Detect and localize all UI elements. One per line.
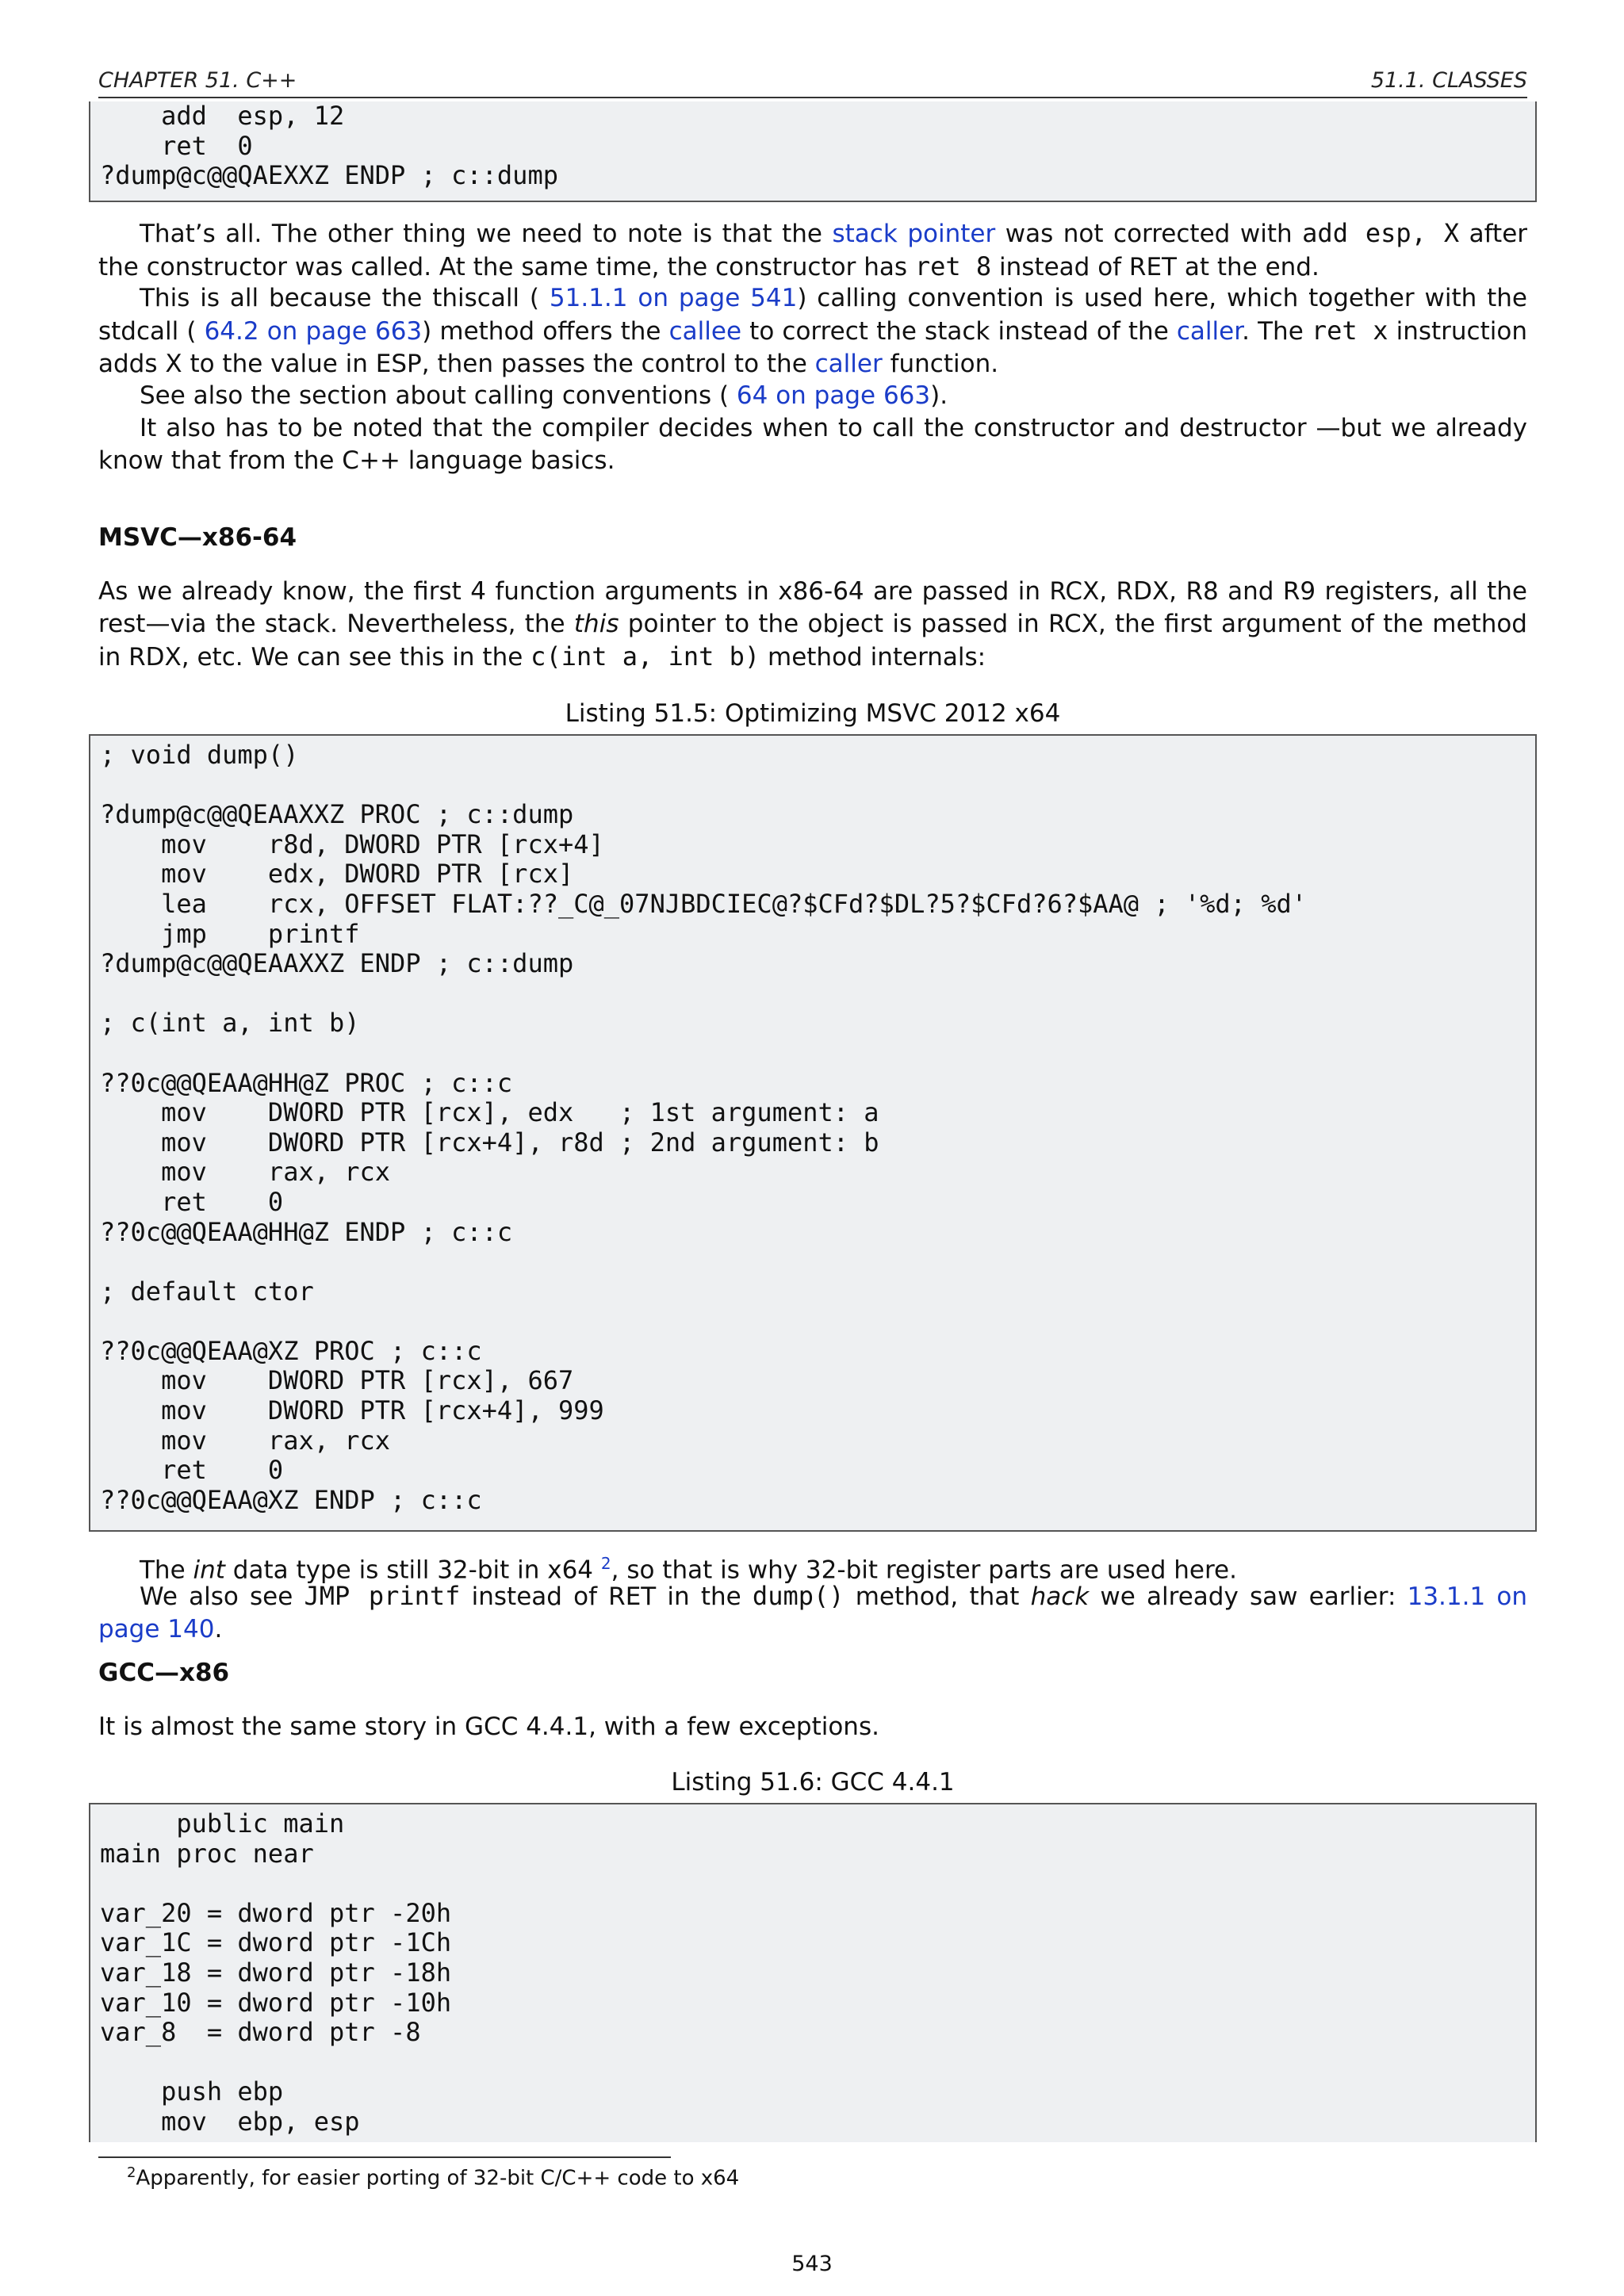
paragraph-int-32bit: The int data type is still 32-bit in x64 $^2$, so that is why 32-bit register parts are used here.: [140, 1554, 1237, 1585]
link-callee[interactable]: callee: [668, 317, 742, 346]
section-heading-gcc-x86: GCC—x86: [98, 1659, 230, 1687]
footnote-rule: [98, 2156, 671, 2158]
code-listing-top: add esp, 12 ret 0 ?dump@c@@QAEXXZ ENDP ; c::dump: [89, 101, 1537, 202]
header-section: 51.1. CLASSES: [1370, 68, 1527, 93]
code-listing-51-6: public main main proc near var_20 = dword ptr -20h var_1C = dword ptr -1Ch var_18 = dword ptr -18h var_10 = dword ptr -10h var_8 = dword ptr -8 push ebp mov ebp, esp: [89, 1803, 1537, 2142]
listing-caption-51-5: Listing 51.5: Optimizing MSVC 2012 x64: [565, 699, 1061, 728]
header-chapter: CHAPTER 51. C++: [98, 68, 297, 93]
link-stack-pointer[interactable]: stack pointer: [832, 220, 996, 248]
paragraph-stack-pointer: That’s all. The other thing we need to note is that the stack pointer was not corrected with add esp, X after the constructor was called. At the same time, the constructor has ret 8 instead of RET at the end.: [98, 218, 1528, 281]
link-64-2[interactable]: 64.2 on page 663: [204, 317, 423, 346]
listing-caption-51-6: Listing 51.6: GCC 4.4.1: [671, 1768, 955, 1797]
paragraph-gcc-story: It is almost the same story in GCC 4.4.1, with a few exceptions.: [98, 1712, 879, 1741]
footnote-ref-2[interactable]: 2: [600, 1554, 611, 1573]
link-caller[interactable]: caller: [1176, 317, 1243, 346]
link-51-1-1[interactable]: 51.1.1 on page 541: [549, 284, 798, 312]
link-caller-2[interactable]: caller: [814, 350, 883, 378]
page-number: 543: [791, 2252, 833, 2276]
running-header: [98, 68, 1527, 97]
paragraph-x64-args: As we already know, the first 4 function arguments in x86-64 are passed in RCX, RDX, R8 and R9 registers, all the rest—via the stack. Nevertheless, the this pointer to the object is passed in RCX, the first argument of the method in RDX, etc. We can see this in the c(int a, int b) method internals:: [98, 577, 1527, 672]
link-13-1-1[interactable]: 13.1.1 on page 140: [98, 1582, 1527, 1644]
footnote-2: $^2$Apparently, for easier porting of 32-bit C/C++ code to x64: [127, 2164, 740, 2191]
paragraph-thiscall: This is all because the thiscall ( 51.1.1 on page 541) calling convention is used here, which together with the stdcall ( 64.2 on page 663) method offers the callee to correct the stack instead of the caller. The ret x instruction adds X to the value in ESP, then passes the control to the caller function.: [98, 284, 1527, 378]
link-64[interactable]: 64 on page 663: [736, 381, 931, 410]
code-listing-51-5: ; void dump() ?dump@c@@QEAAXXZ PROC ; c::dump mov r8d, DWORD PTR [rcx+4] mov edx, DWORD PTR [rcx] lea rcx, OFFSET FLAT:??_C@_07NJBDCIEC@?$CFd?$DL?5?$CFd?6?$AA@ ; '%d; %d' jmp printf ?dump@c@@QEAAXXZ ENDP ; c::dump ; c(int a, int b) ??0c@@QEAA@HH@Z PROC ; c::c mov DWORD PTR [rcx], edx ; 1st argument: a mov DWORD PTR [rcx+4], r8d ; 2nd argument: b mov rax, rcx ret 0 ??0c@@QEAA@HH@Z ENDP ; c::c ; default ctor ??0c@@QEAA@XZ PROC ; c::c mov DWORD PTR [rcx], 667 mov DWORD PTR [rcx+4], 999 mov rax, rcx ret 0 ??0c@@QEAA@XZ ENDP ; c::c: [89, 734, 1537, 1532]
paragraph-compiler-decides: It also has to be noted that the compiler decides when to call the constructor and destructor —but we already know that from the C++ language basics.: [98, 414, 1527, 475]
paragraph-jmp-printf: We also see JMP printf instead of RET in the dump() method, that hack we already saw earlier: 13.1.1 on page 140.: [98, 1581, 1527, 1644]
section-heading-msvc-x64: MSVC—x86-64: [98, 523, 297, 552]
paragraph-calling-conventions: See also the section about calling conventions ( 64 on page 663).: [140, 381, 948, 410]
header-rule: [98, 97, 1527, 98]
